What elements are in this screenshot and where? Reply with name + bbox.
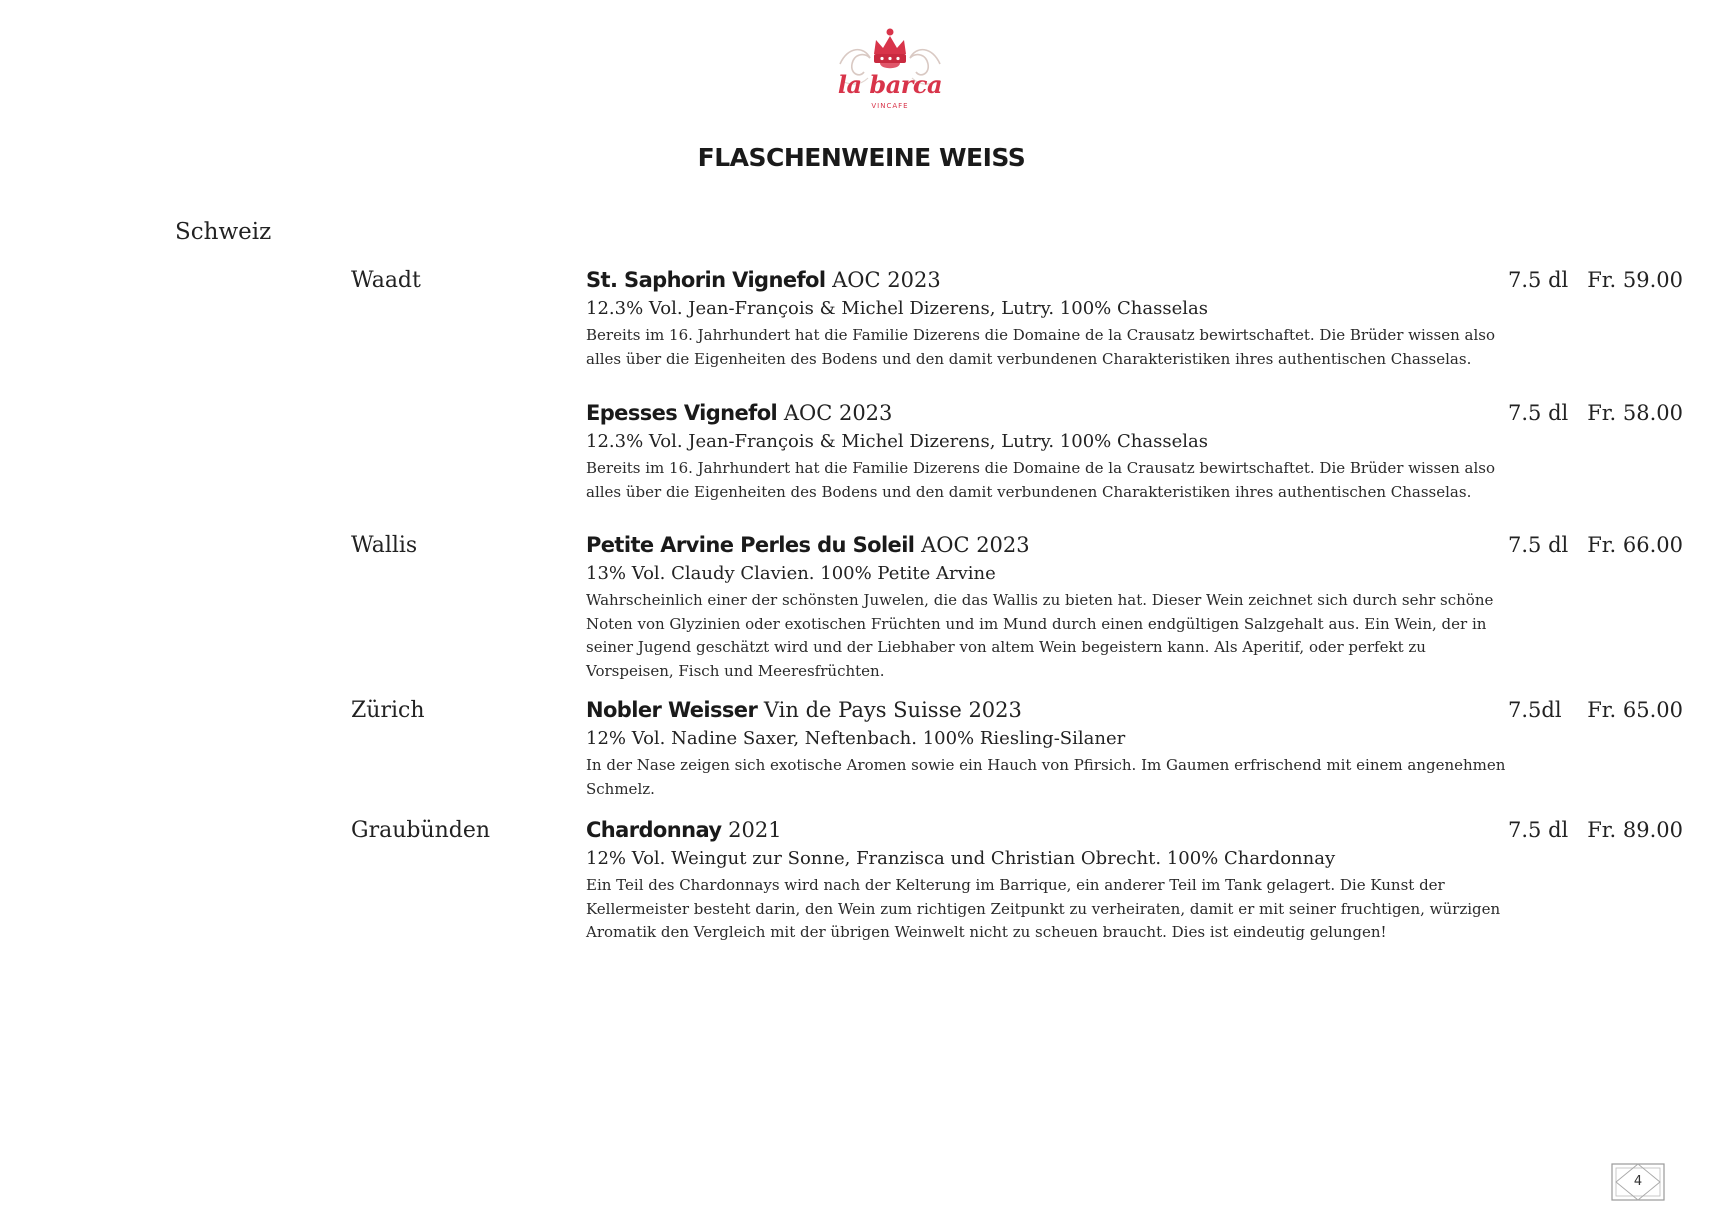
wine-name: Chardonnay xyxy=(586,818,722,842)
logo-text: la barca xyxy=(837,70,943,99)
wine-appellation: AOC 2023 xyxy=(914,533,1030,557)
wine-name: Petite Arvine Perles du Soleil xyxy=(586,533,915,557)
wine-price: Fr. 65.00 xyxy=(1587,698,1683,722)
wine-appellation: 2021 xyxy=(721,818,782,842)
wine-volume: 7.5 dl xyxy=(1508,401,1569,425)
wine-details: 12.3% Vol. Jean-François & Michel Dizerens, Lutry. 100% Chasselas xyxy=(586,298,1208,319)
wine-volume: 7.5dl xyxy=(1508,698,1562,722)
logo-subtext: VINCAFE xyxy=(871,102,909,110)
wine-title xyxy=(586,401,892,426)
wine-appellation: AOC 2023 xyxy=(825,268,941,292)
wine-volume: 7.5 dl xyxy=(1508,533,1569,557)
wine-price: Fr. 58.00 xyxy=(1587,401,1683,425)
wine-price: Fr. 66.00 xyxy=(1587,533,1683,557)
wine-title xyxy=(586,698,1022,723)
wine-title xyxy=(586,818,782,843)
wine-description: Bereits im 16. Jahrhundert hat die Familie Dizerens die Domaine de la Crausatz bewirtschaftet. Die Brüder wissen also alles über die Eigenheiten des Bodens und den damit verbundenen Charakteristiken ihres authentischen Chasselas. xyxy=(586,326,1495,368)
wine-description: Wahrscheinlich einer der schönsten Juwelen, die das Wallis zu bieten hat. Dieser Wein zeichnet sich durch sehr schöne Noten von Glyzinien oder exotischen Früchten und im Mund durch einen endgültigen Salzgehalt aus. Ein Wein, der in seiner Jugend geschätzt wird und der Liebhaber von altem Wein begeistern kann. Als Aperitif, oder perfekt zu Vorspeisen, Fisch und Meeresfrüchten. xyxy=(586,591,1494,680)
wine-price: Fr. 59.00 xyxy=(1587,268,1683,292)
logo xyxy=(834,24,946,120)
region-label: Zürich xyxy=(351,698,425,723)
wine-details: 12% Vol. Nadine Saxer, Neftenbach. 100% Riesling-Silaner xyxy=(586,728,1126,749)
wine-description: Bereits im 16. Jahrhundert hat die Familie Dizerens die Domaine de la Crausatz bewirtschaftet. Die Brüder wissen also alles über die Eigenheiten des Bodens und den damit verbundenen Charakteristiken ihres authentischen Chasselas. xyxy=(586,459,1495,501)
wine-description: In der Nase zeigen sich exotische Aromen sowie ein Hauch von Pfirsich. Im Gaumen erfrischend mit einem angenehmen Schmelz. xyxy=(586,756,1506,798)
region-label: Graubünden xyxy=(351,818,491,843)
wine-volume: 7.5 dl xyxy=(1508,818,1569,842)
wine-details: 13% Vol. Claudy Clavien. 100% Petite Arvine xyxy=(586,563,996,584)
wine-volume: 7.5 dl xyxy=(1508,268,1569,292)
wine-description: Ein Teil des Chardonnays wird nach der Kelterung im Barrique, ein anderer Teil im Tank gelagert. Die Kunst der Kellermeister besteht darin, den Wein zum richtigen Zeitpunkt zu verheiraten, damit er mit seiner fruchtigen, würzigen Aromatik den Vergleich mit der übrigen Weinwelt nicht zu scheuen braucht. Dies ist eindeutig gelungen! xyxy=(586,876,1501,941)
wine-details: 12% Vol. Weingut zur Sonne, Franzisca und Christian Obrecht. 100% Chardonnay xyxy=(586,848,1336,869)
country-heading: Schweiz xyxy=(175,219,272,245)
page-number: 4 xyxy=(1633,1174,1643,1189)
wine-name: Nobler Weisser xyxy=(586,698,758,722)
page-title: FLASCHENWEINE WEISS xyxy=(697,143,1026,172)
wine-appellation: AOC 2023 xyxy=(777,401,893,425)
wine-name: Epesses Vignefol xyxy=(586,401,778,425)
region-label: Wallis xyxy=(351,533,418,558)
wine-price: Fr. 89.00 xyxy=(1587,818,1683,842)
page-number-badge xyxy=(1610,1162,1666,1202)
wine-name: St. Saphorin Vignefol xyxy=(586,268,826,292)
wine-details: 12.3% Vol. Jean-François & Michel Dizerens, Lutry. 100% Chasselas xyxy=(586,431,1208,452)
wine-title xyxy=(586,533,1030,558)
region-label: Waadt xyxy=(351,268,421,293)
wine-title xyxy=(586,268,941,293)
wine-appellation: Vin de Pays Suisse 2023 xyxy=(757,698,1022,722)
